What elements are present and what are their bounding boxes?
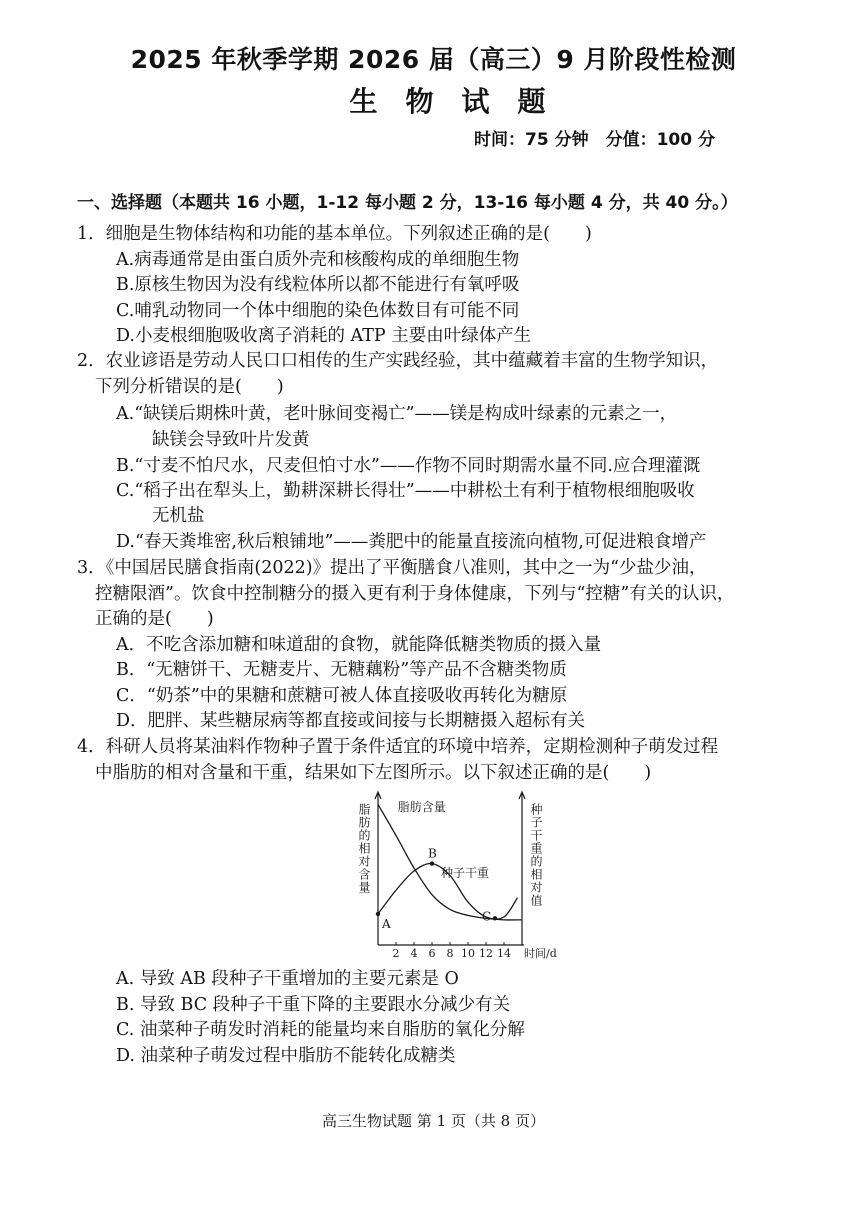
point-label-B: B <box>428 846 437 861</box>
q1-stem: 1．细胞是生物体结构和功能的基本单位。下列叙述正确的是( ) <box>77 224 592 244</box>
q2-option-a-line1: A.“缺镁后期株叶黄，老叶脉间变褐亡”——镁是构成叶绿素的元素之一， <box>116 404 678 424</box>
x-tick-label: 14 <box>497 947 511 960</box>
q2-option-a-line2: 缺镁会导致叶片发黄 <box>152 430 310 450</box>
point-label-A: A <box>382 916 391 931</box>
x-tick-label: 4 <box>410 947 418 960</box>
q3-option-a: A．不吃含添加糖和味道甜的食物，就能降低糖类物质的摄入量 <box>116 635 602 655</box>
subject-title: 生物试题 <box>349 85 574 118</box>
q2-stem-line1: 2．农业谚语是劳动人民口口相传的生产实践经验，其中蕴藏着丰富的生物学知识， <box>77 351 719 371</box>
q2-option-c-line1: C.“稻子出在犁头上，勤耕深耕长得壮”——中耕松土有利于植物根细胞吸收 <box>116 481 695 501</box>
q3-option-b: B．“无糖饼干、无糖麦片、无糖藕粉”等产品不含糖类物质 <box>116 660 567 680</box>
q4-option-a: A. 导致 AB 段种子干重增加的主要元素是 O <box>116 969 459 989</box>
page-footer: 高三生物试题 第 1 页（共 8 页） <box>322 1112 545 1130</box>
point-C <box>493 916 497 920</box>
q3-option-c: C．“奶茶”中的果糖和蔗糖可被人体直接吸收再转化为糖原 <box>116 686 568 706</box>
exam-meta: 时间：75 分钟 分值：100 分 <box>474 130 715 150</box>
q4-option-d: D. 油菜种子萌发过程中脂肪不能转化成糖类 <box>116 1046 456 1066</box>
point-A <box>376 912 380 916</box>
exam-title: 2025 年秋季学期 2026 届（高三）9 月阶段性检测 <box>130 45 737 74</box>
q3-stem-line2: 控糖限酒”。饮食中控制糖分的摄入更有利于身体健康，下列与“控糖”有关的认识， <box>95 584 735 604</box>
q4-option-b: B. 导致 BC 段种子干重下降的主要跟水分减少有关 <box>116 995 511 1015</box>
y-axis-right-label: 种子干重的相对值 <box>529 803 543 907</box>
series-label-dry-weight: 种子干重 <box>441 865 490 880</box>
x-tick-label: 12 <box>479 947 493 960</box>
q2-option-c-line2: 无机盐 <box>152 506 205 526</box>
q1-option-a: A.病毒通常是由蛋白质外壳和核酸构成的单细胞生物 <box>116 250 520 270</box>
x-tick-label: 6 <box>428 947 436 960</box>
fat-content-line <box>378 804 522 920</box>
q3-stem-line3: 正确的是( ) <box>95 609 214 629</box>
q1-option-b: B.原核生物因为没有线粒体所以都不能进行有氧呼吸 <box>116 275 520 295</box>
x-tick-label: 8 <box>446 947 454 960</box>
x-tick-label: 2 <box>392 947 400 960</box>
section-heading: 一、选择题（本题共 16 小题，1-12 每小题 2 分，13-16 每小题 4 分，共 40 分。） <box>77 193 738 213</box>
q4-stem-line1: 4．科研人员将某油料作物种子置于条件适宜的环境中培养，定期检测种子萌发过程 <box>77 737 719 757</box>
point-B <box>430 861 434 865</box>
series-label-fat: 脂肪含量 <box>397 800 446 814</box>
q3-option-d: D．肥胖、某些糖尿病等都直接或间接与长期糖摄入超标有关 <box>116 711 586 731</box>
q4-chart <box>350 785 560 965</box>
x-axis-label: 时间/d <box>524 947 557 960</box>
q4-option-c: C. 油菜种子萌发时消耗的能量均来自脂肪的氧化分解 <box>116 1020 525 1040</box>
q2-stem-line2: 下列分析错误的是( ) <box>95 377 284 397</box>
q3-stem-line1: 3．《中国居民膳食指南(2022)》提出了平衡膳食八准则，其中之一为“少盐少油， <box>77 558 707 578</box>
q1-option-d: D.小麦根细胞吸收离子消耗的 ATP 主要由叶绿体产生 <box>116 326 532 346</box>
x-tick-label: 10 <box>461 947 475 960</box>
point-label-C: C <box>482 909 492 924</box>
q1-option-c: C.哺乳动物同一个体中细胞的染色体数目有可能不同 <box>116 301 520 321</box>
q2-option-d: D.“春天粪堆密,秋后粮铺地”——粪肥中的能量直接流向植物,可促进粮食增产 <box>116 532 707 552</box>
q4-stem-line2: 中脂肪的相对含量和干重，结果如下左图所示。以下叙述正确的是( ) <box>95 763 652 783</box>
q2-option-b: B.“寸麦不怕尺水，尺麦但怕寸水”——作物不同时期需水量不同.应合理灌溉 <box>116 456 701 476</box>
y-axis-left-label: 脂肪的相对含量 <box>357 803 371 894</box>
